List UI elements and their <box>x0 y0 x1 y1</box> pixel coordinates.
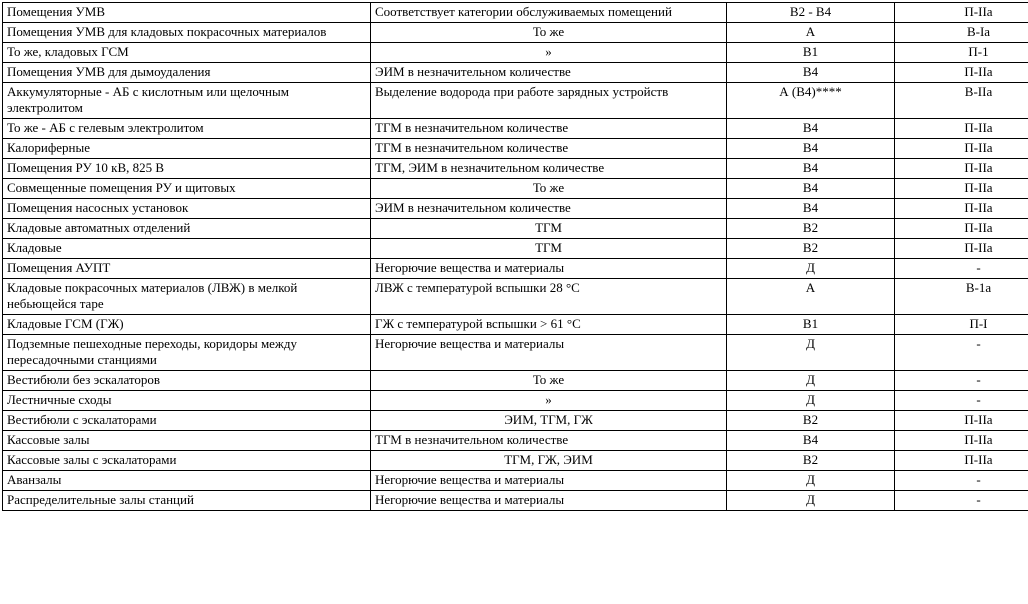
table-row <box>3 259 1028 279</box>
substance-cell: ЛВЖ с температурой вспышки 28 °С <box>371 279 727 315</box>
substance-cell: ГЖ с температурой вспышки > 61 °С <box>371 315 727 335</box>
room-cell: То же, кладовых ГСМ <box>3 43 371 63</box>
substance-cell: Негорючие вещества и материалы <box>371 259 727 279</box>
room-cell: Совмещенные помещения РУ и щитовых <box>3 179 371 199</box>
table-row <box>3 335 1028 371</box>
substance-cell: ТГМ в незначительном количестве <box>371 139 727 159</box>
room-cell: Кассовые залы с эскалаторами <box>3 451 371 471</box>
room-cell: Помещения РУ 10 кВ, 825 В <box>3 159 371 179</box>
room-cell: Подземные пешеходные переходы, коридоры между пересадочными станциями <box>3 335 371 371</box>
room-cell: Помещения УМВ для дымоудаления <box>3 63 371 83</box>
table-row <box>3 239 1028 259</box>
room-cell: Помещения насосных установок <box>3 199 371 219</box>
category-cell: В2 <box>727 411 895 431</box>
zone-cell: П-IIa <box>895 411 1028 431</box>
table-row <box>3 199 1028 219</box>
table-row <box>3 431 1028 451</box>
substance-cell: Соответствует категории обслуживаемых помещений <box>371 3 727 23</box>
substance-cell: ЭИМ, ТГМ, ГЖ <box>371 411 727 431</box>
category-table <box>2 2 1028 511</box>
room-cell: Кассовые залы <box>3 431 371 451</box>
table-row <box>3 63 1028 83</box>
substance-cell: ТГМ в незначительном количестве <box>371 119 727 139</box>
category-cell: В2 <box>727 219 895 239</box>
substance-cell: Выделение водорода при работе зарядных устройств <box>371 83 727 119</box>
zone-cell: П-IIa <box>895 239 1028 259</box>
category-cell: В4 <box>727 431 895 451</box>
category-cell: Д <box>727 335 895 371</box>
room-cell: Распределительные залы станций <box>3 491 371 511</box>
zone-cell: П-IIa <box>895 179 1028 199</box>
table-row <box>3 451 1028 471</box>
zone-cell: П-I <box>895 315 1028 335</box>
room-cell: Аванзалы <box>3 471 371 491</box>
substance-cell: ЭИМ в незначительном количестве <box>371 199 727 219</box>
zone-cell: П-IIa <box>895 159 1028 179</box>
room-cell: Лестничные сходы <box>3 391 371 411</box>
substance-cell: То же <box>371 23 727 43</box>
table-row <box>3 315 1028 335</box>
category-cell: Д <box>727 491 895 511</box>
zone-cell: - <box>895 471 1028 491</box>
zone-cell: П-IIa <box>895 3 1028 23</box>
zone-cell: - <box>895 335 1028 371</box>
table-row <box>3 411 1028 431</box>
zone-cell: П-IIa <box>895 451 1028 471</box>
zone-cell: П-IIa <box>895 139 1028 159</box>
substance-cell: Негорючие вещества и материалы <box>371 335 727 371</box>
substance-cell: То же <box>371 179 727 199</box>
substance-cell: ТГМ, ГЖ, ЭИМ <box>371 451 727 471</box>
zone-cell: П-IIa <box>895 219 1028 239</box>
category-cell: Д <box>727 259 895 279</box>
room-cell: Кладовые автоматных отделений <box>3 219 371 239</box>
substance-cell: ТГМ в незначительном количестве <box>371 431 727 451</box>
room-cell: Кладовые <box>3 239 371 259</box>
zone-cell: П-IIa <box>895 63 1028 83</box>
substance-cell: » <box>371 43 727 63</box>
room-cell: То же - АБ с гелевым электролитом <box>3 119 371 139</box>
substance-cell: Негорючие вещества и материалы <box>371 471 727 491</box>
substance-cell: То же <box>371 371 727 391</box>
table-row <box>3 491 1028 511</box>
room-cell: Вестибюли без эскалаторов <box>3 371 371 391</box>
substance-cell: » <box>371 391 727 411</box>
category-cell: Д <box>727 471 895 491</box>
category-cell: А <box>727 23 895 43</box>
table-row <box>3 279 1028 315</box>
category-cell: В2 <box>727 451 895 471</box>
category-cell: В4 <box>727 199 895 219</box>
substance-cell: Негорючие вещества и материалы <box>371 491 727 511</box>
table-row <box>3 43 1028 63</box>
table-row <box>3 3 1028 23</box>
zone-cell: - <box>895 491 1028 511</box>
category-cell: А (В4)**** <box>727 83 895 119</box>
table-row <box>3 119 1028 139</box>
zone-cell: П-IIa <box>895 431 1028 451</box>
table-row <box>3 371 1028 391</box>
substance-cell: ТГМ <box>371 239 727 259</box>
room-cell: Кладовые ГСМ (ГЖ) <box>3 315 371 335</box>
table-row <box>3 179 1028 199</box>
zone-cell: П-IIa <box>895 119 1028 139</box>
category-cell: В4 <box>727 119 895 139</box>
category-cell: В1 <box>727 315 895 335</box>
room-cell: Помещения УМВ <box>3 3 371 23</box>
table-body <box>3 3 1028 511</box>
category-cell: В1 <box>727 43 895 63</box>
category-cell: В2 <box>727 239 895 259</box>
table-row <box>3 159 1028 179</box>
room-cell: Помещения УМВ для кладовых покрасочных материалов <box>3 23 371 43</box>
table-row <box>3 391 1028 411</box>
zone-cell: В-1а <box>895 279 1028 315</box>
room-cell: Вестибюли с эскалаторами <box>3 411 371 431</box>
category-cell: В4 <box>727 159 895 179</box>
substance-cell: ТГМ, ЭИМ в незначительном количестве <box>371 159 727 179</box>
category-cell: Д <box>727 371 895 391</box>
category-cell: В4 <box>727 139 895 159</box>
zone-cell: П-1 <box>895 43 1028 63</box>
zone-cell: - <box>895 391 1028 411</box>
category-cell: А <box>727 279 895 315</box>
table-row <box>3 23 1028 43</box>
category-cell: В4 <box>727 179 895 199</box>
table-row <box>3 471 1028 491</box>
category-cell: В2 - В4 <box>727 3 895 23</box>
table-row <box>3 83 1028 119</box>
zone-cell: - <box>895 259 1028 279</box>
table-row <box>3 219 1028 239</box>
room-cell: Кладовые покрасочных материалов (ЛВЖ) в мелкой небьющейся таре <box>3 279 371 315</box>
substance-cell: ТГМ <box>371 219 727 239</box>
zone-cell: В-IIa <box>895 83 1028 119</box>
zone-cell: П-IIa <box>895 199 1028 219</box>
category-cell: В4 <box>727 63 895 83</box>
room-cell: Калориферные <box>3 139 371 159</box>
zone-cell: В-Ia <box>895 23 1028 43</box>
zone-cell: - <box>895 371 1028 391</box>
room-cell: Помещения АУПТ <box>3 259 371 279</box>
substance-cell: ЭИМ в незначительном количестве <box>371 63 727 83</box>
room-cell: Аккумуляторные - АБ с кислотным или щелочным электролитом <box>3 83 371 119</box>
category-cell: Д <box>727 391 895 411</box>
table-row <box>3 139 1028 159</box>
